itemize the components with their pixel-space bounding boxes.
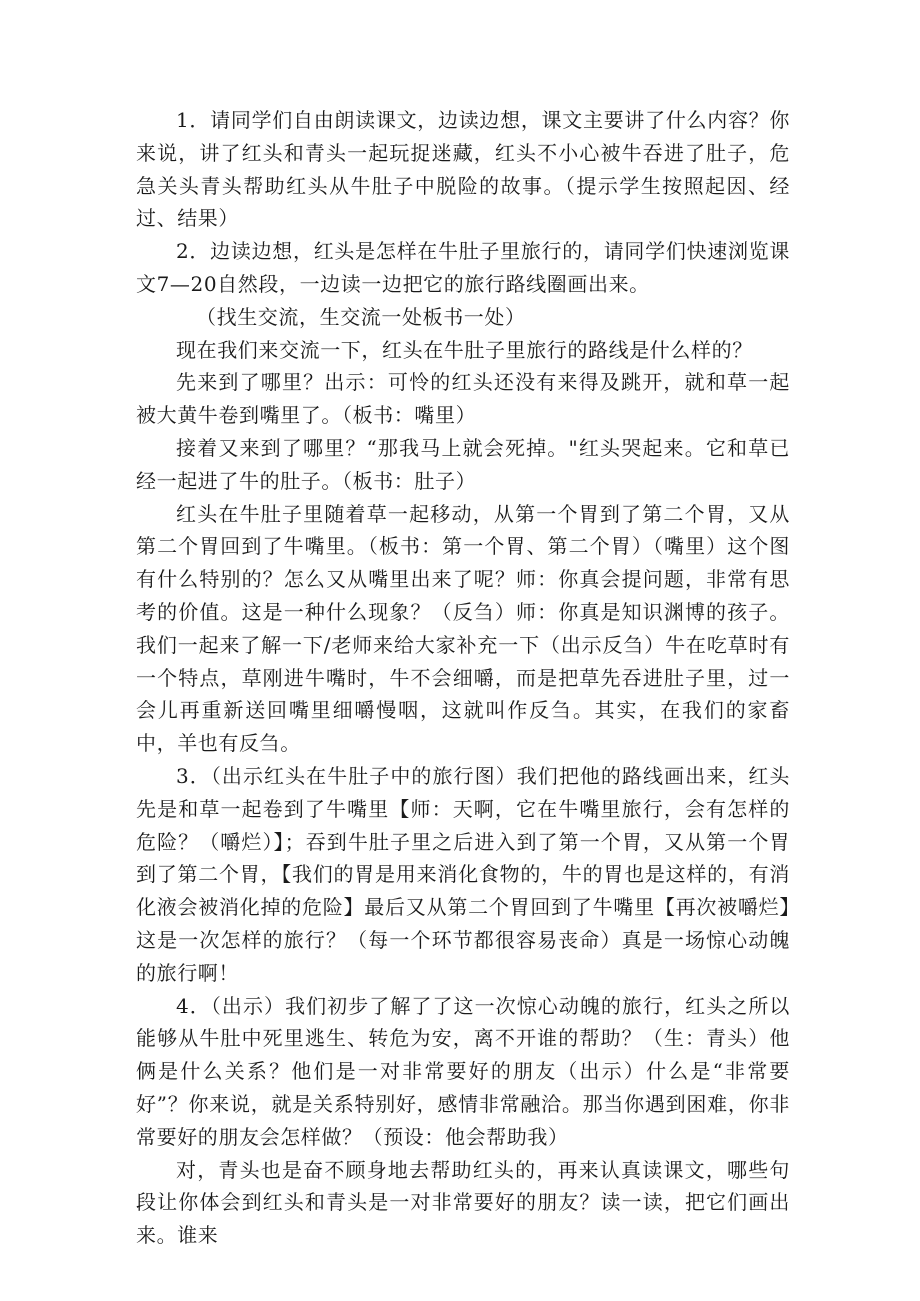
paragraph-2: 2．边读边想，红头是怎样在牛肚子里旅行的，请同学们快速浏览课文7—20自然段，一边读一边把它的旅行路线圈画出来。 [136, 239, 790, 296]
paragraph-5: 先来到了哪里？出示：可怜的红头还没有来得及跳开，就和草一起被大黄牛卷到嘴里了。（板书：嘴里） [136, 370, 790, 428]
paragraph-7: 红头在牛肚子里随着草一起移动，从第一个胃到了第二个胃，又从第二个胃回到了牛嘴里。（板书：第一个胃、第二个胃）（嘴里）这个图有什么特别的？怎么又从嘴里出来了呢？师：你真会提问题，非常有思考的价值。这是一种什么现象？（反刍）师：你真是知识渊博的孩子。我们一起来了解一下/老师来给大家补充一下（出示反刍）牛在吃草时有一个特点，草刚进牛嘴时，牛不会细嚼，而是把草先吞进肚子里，过一会儿再重新送回嘴里细嚼慢咽，这就叫作反刍。其实，在我们的家畜中，羊也有反刍。 [136, 501, 790, 756]
document-body [136, 104, 790, 1252]
paragraph-3: （找生交流，生交流一处板书一处） [196, 304, 526, 329]
paragraph-6: 接着又来到了哪里？“那我马上就会死掉。"红头哭起来。它和草已经一起进了牛的肚子。（板书：肚子） [136, 435, 790, 493]
paragraph-4: 现在我们来交流一下，红头在牛肚子里旅行的路线是什么样的？ [176, 337, 753, 362]
paragraph-10: 对，青头也是奋不顾身地去帮助红头的，再来认真读课文，哪些句段让你体会到红头和青头是一对非常要好的朋友？读一读，把它们画出来。谁来 [136, 1157, 790, 1248]
paragraph-9: 4．（出示）我们初步了解了了这一次惊心动魄的旅行，红头之所以能够从牛肚中死里逃生、转危为安，离不开谁的帮助？（生：青头）他俩是什么关系？他们是一对非常要好的朋友（出示）什么是“非常要好”？你来说，就是关系特别好，感情非常融洽。那当你遇到困难，你非常要好的朋友会怎样做？（预设：他会帮助我） [136, 993, 790, 1149]
paragraph-1: 1．请同学们自由朗读课文，边读边想，课文主要讲了什么内容？你来说，讲了红头和青头一起玩捉迷藏，红头不小心被牛吞进了肚子，危急关头青头帮助红头从牛肚子中脱险的故事。（提示学生按照起因、经过、结果） [136, 108, 790, 231]
paragraph-8: 3．（出示红头在牛肚子中的旅行图）我们把他的路线画出来，红头先是和草一起卷到了牛嘴里【师：天啊，它在牛嘴里旅行，会有怎样的危险？（嚼烂）】；吞到牛肚子里之后进入到了第一个胃，又从第一个胃到了第二个胃，【我们的胃是用来消化食物的，牛的胃也是这样的，有消化液会被消化掉的危险】最后又从第二个胃回到了牛嘴里【再次被嚼烂】这是一次怎样的旅行？（每一个环节都很容易丧命）真是一场惊心动魄的旅行啊！ [136, 763, 790, 985]
